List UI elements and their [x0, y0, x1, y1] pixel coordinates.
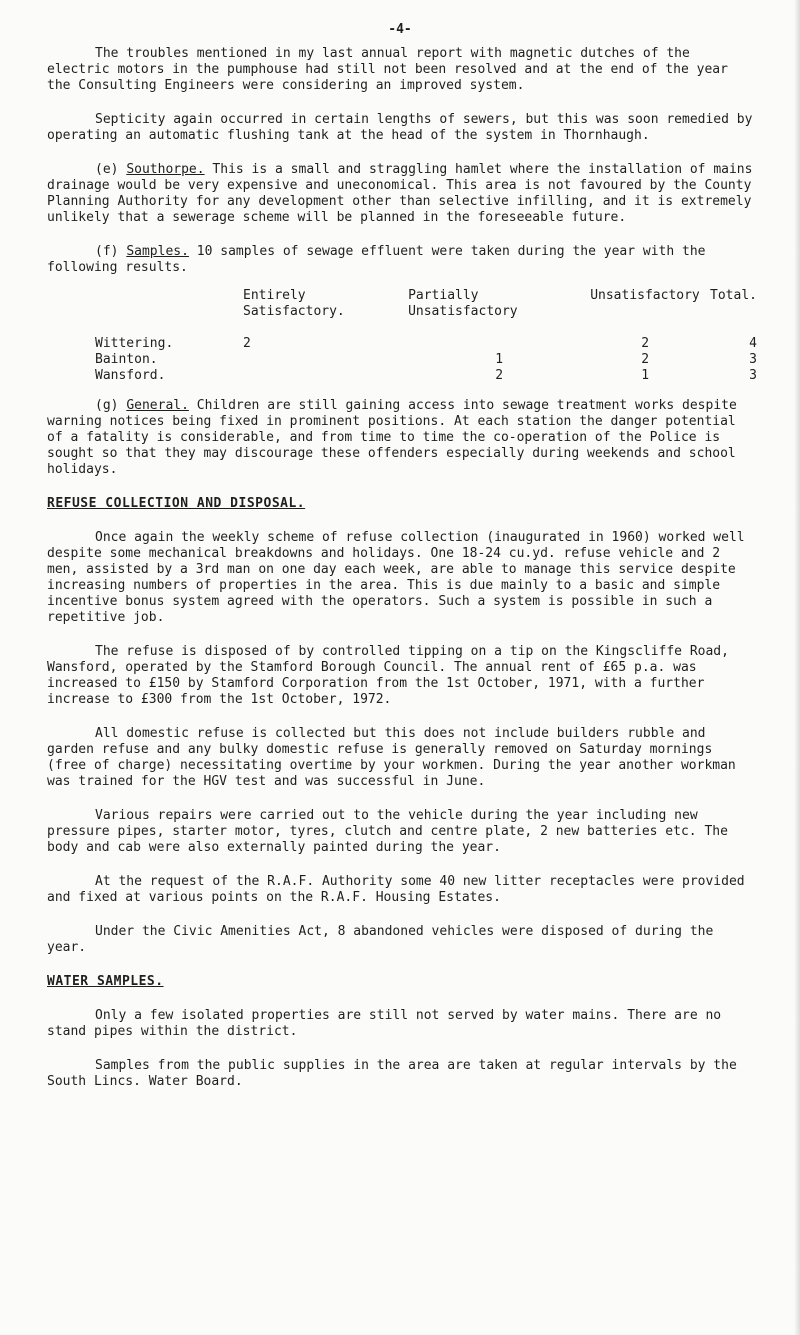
general-text: Children are still gaining access into sewage treatment works despite warning notices being fixed in prominent positions. At each station the danger potential of a fatality is considerable, and from time to time the co-operation of the Police is sought so that they may discourage these offenders especially during weekends and school holidays.	[47, 398, 737, 477]
row-partially	[408, 336, 590, 352]
paragraph-septicity: Septicity again occurred in certain lengths of sewers, but this was soon remedied by operating an automatic flushing tank at the head of the system in Thornhaugh.	[47, 112, 753, 143]
section-title-samples: Samples.	[126, 244, 189, 259]
paragraph-magnetic-clutches: The troubles mentioned in my last annual report with magnetic dutches of the electric motors in the pumphouse had still not been resolved and at the end of the year the Consulting Engineers were considering an improved system.	[47, 46, 728, 93]
row-place: Wittering.	[95, 336, 174, 351]
table-row	[47, 368, 757, 384]
row-unsatisfactory: 2	[641, 336, 650, 351]
paragraph-litter-receptacles: At the request of the R.A.F. Authority some 40 new litter receptacles were provided and fixed at various points on the R.A.F. Housing Estates.	[47, 874, 745, 905]
heading-water-samples: WATER SAMPLES.	[47, 974, 164, 989]
row-unsatisfactory: 2	[641, 352, 650, 367]
header-total: Total.	[710, 288, 757, 303]
row-entirely	[243, 368, 408, 384]
page-edge-shadow	[794, 0, 800, 1335]
header-unsatisfactory: Unsatisfactory	[590, 288, 700, 303]
table-header-row	[47, 288, 757, 320]
row-total: 3	[749, 368, 757, 383]
paragraph-water-sampling: Samples from the public supplies in the area are taken at regular intervals by the South Lincs. Water Board.	[47, 1058, 737, 1089]
paragraph-refuse-tipping: The refuse is disposed of by controlled tipping on a tip on the Kingscliffe Road, Wansford, operated by the Stamford Borough Council. The annual rent of £65 p.a. was increased to £150 by Stamford Corporation from the 1st October, 1971, with a further increase to £300 from the 1st October, 1972.	[47, 644, 729, 707]
samples-text: 10 samples of sewage effluent were taken during the year with the following results.	[47, 244, 706, 275]
document-body	[47, 46, 757, 1108]
paragraph-refuse-scheme: Once again the weekly scheme of refuse collection (inaugurated in 1960) worked well despite some mechanical breakdowns and holidays. One 18-24 cu.yd. refuse vehicle and 2 men, assisted by a 3rd man on one day each week, are able to manage this service despite increasing numbers of properties in the area. This is due mainly to a basic and simple incentive bonus system agreed with the operators. Such a system is possible in such a repetitive job.	[47, 530, 745, 625]
row-place: Bainton.	[95, 352, 158, 367]
row-partially: 1	[495, 352, 504, 367]
section-title-southorpe: Southorpe.	[126, 162, 205, 177]
row-unsatisfactory: 1	[641, 368, 650, 383]
paragraph-abandoned-vehicles: Under the Civic Amenities Act, 8 abandoned vehicles were disposed of during the year.	[47, 924, 714, 955]
paragraph-domestic-refuse: All domestic refuse is collected but this does not include builders rubble and garden refuse and any bulky domestic refuse is generally removed on Saturday mornings (free of charge) necessitating overtime by your workmen. During the year another workman was trained for the HGV test and was successful in June.	[47, 726, 736, 789]
header-entirely-satisfactory: Entirely Satisfactory.	[243, 288, 345, 319]
heading-refuse-collection: REFUSE COLLECTION AND DISPOSAL.	[47, 496, 306, 511]
section-title-general: General.	[126, 398, 189, 413]
item-prefix: (e)	[95, 162, 127, 177]
page-number: -4-	[388, 22, 412, 37]
row-total: 3	[749, 352, 757, 367]
paragraph-southorpe	[47, 162, 757, 226]
table-row	[47, 352, 757, 368]
paragraph-water-mains: Only a few isolated properties are still not served by water mains. There are no stand pipes within the district.	[47, 1008, 722, 1039]
item-prefix: (f)	[95, 244, 127, 259]
paragraph-general	[47, 398, 757, 478]
row-total: 4	[749, 336, 757, 351]
row-entirely	[243, 352, 408, 368]
item-prefix: (g)	[95, 398, 127, 413]
paragraph-vehicle-repairs: Various repairs were carried out to the vehicle during the year including new pressure pipes, starter motor, tyres, clutch and centre plate, 2 new batteries etc. The body and cab were also externally painted during the year.	[47, 808, 728, 855]
row-partially: 2	[495, 368, 504, 383]
row-entirely: 2	[243, 336, 251, 351]
header-place	[47, 288, 243, 320]
row-place: Wansford.	[95, 368, 166, 383]
southorpe-text: This is a small and straggling hamlet where the installation of mains drainage would be very expensive and uneconomical. This area is not favoured by the County Planning Authority for any development other than selective infilling, and it is extremely unlikely that a sewerage scheme will be planned in the foreseeable future.	[47, 162, 753, 225]
table-row	[47, 336, 757, 352]
paragraph-samples	[47, 244, 757, 276]
samples-table	[47, 288, 757, 384]
header-partially-unsatisfactory: Partially Unsatisfactory	[408, 288, 518, 319]
